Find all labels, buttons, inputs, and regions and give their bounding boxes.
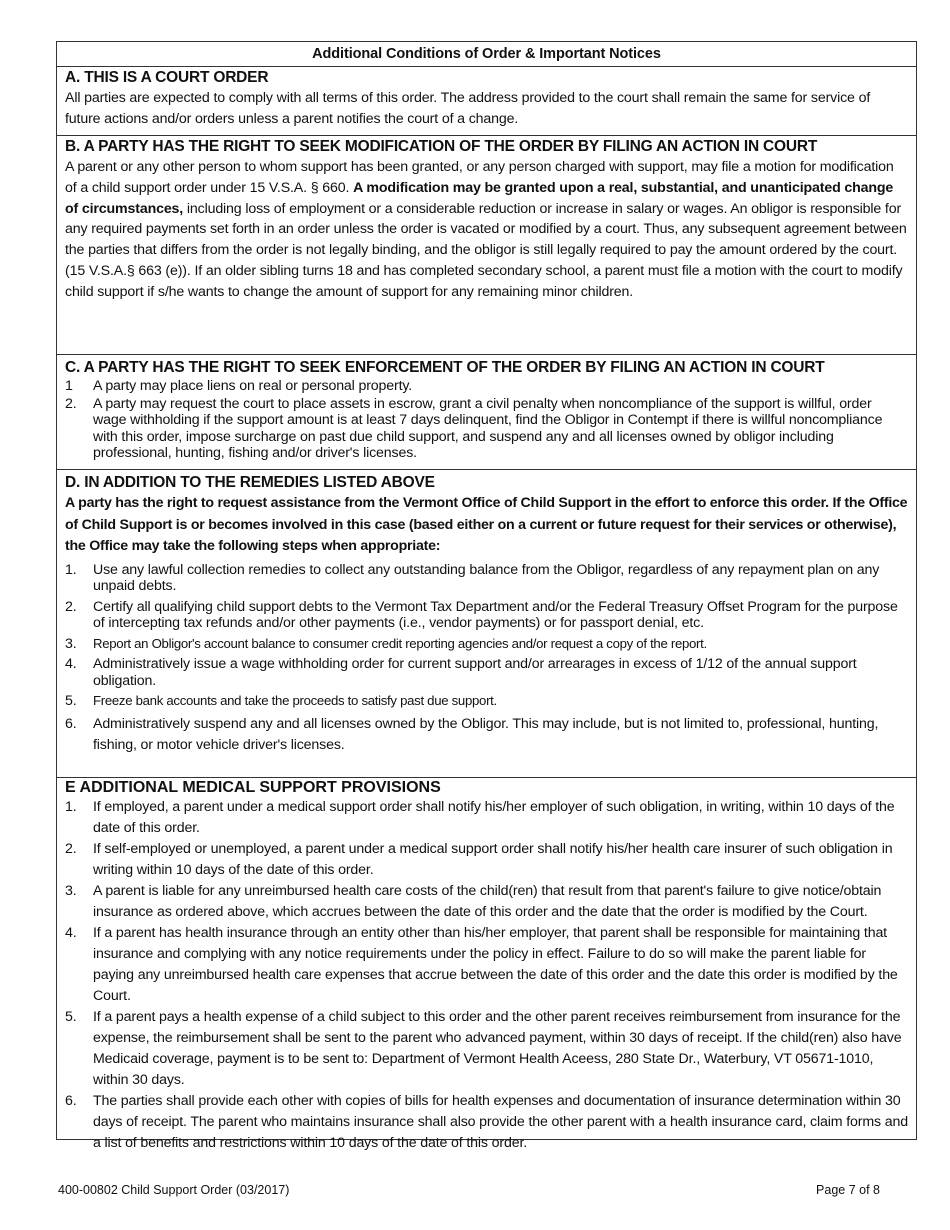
- list-text: Use any lawful collection remedies to collect any outstanding balance from the Obligor, regardless of any repayment plan on any unpaid debts.: [93, 561, 880, 594]
- section-d-intro: A party has the right to request assistance from the Vermont Office of Child Support in the effort to enforce this order. If the Office of Child Support is or becomes involved in this case (based either on a current or future request for their services or otherwise), the Office may take the following steps when appropriate:: [65, 495, 908, 554]
- list-number: 2.: [65, 841, 77, 857]
- list-item: [65, 1091, 908, 1154]
- section-d-list: [65, 562, 908, 756]
- section-c-list: [65, 378, 908, 462]
- section-b: [57, 136, 916, 355]
- list-number: 4.: [65, 925, 77, 941]
- section-e-list: [65, 797, 908, 1154]
- conditions-box: [56, 41, 917, 1151]
- list-item: [65, 599, 908, 632]
- form-id: 400-00802 Child Support Order (03/2017): [58, 1183, 290, 1197]
- list-text: A parent is liable for any unreimbursed health care costs of the child(ren) that result from that parent's failure to give notice/obtain insurance as ordered above, which accrues between the date of this order and the date that the order is modified by the Court.: [93, 883, 882, 920]
- list-number: 1.: [65, 561, 77, 578]
- list-item: [65, 797, 908, 839]
- list-text: Freeze bank accounts and take the proceeds to satisfy past due support.: [93, 693, 497, 708]
- list-number: 6.: [65, 715, 77, 732]
- list-number: 5.: [65, 693, 77, 709]
- list-text: If self-employed or unemployed, a parent under a medical support order shall notify his/her health care insurer of such obligation in writing within 10 days of the date of this order.: [93, 841, 893, 878]
- list-number: 4.: [65, 656, 77, 672]
- list-number: 5.: [65, 1009, 77, 1025]
- list-text: The parties shall provide each other with copies of bills for health expenses and documentation of insurance determination within 30 days of receipt. The parent who maintains insurance shall also provide the other parent with a health insurance card, claim forms and a list of benefits and restrictions within 10 days of the date of this order.: [93, 1093, 908, 1151]
- section-a-text: All parties are expected to comply with all terms of this order. The address provided to the court shall remain the same for service of future actions and/or orders unless a parent notifies the court of a change.: [65, 90, 871, 127]
- list-item: [65, 562, 908, 595]
- list-text: If a parent pays a health expense of a child subject to this order and the other parent receives reimbursement from insurance for the expense, the reimbursement shall be sent to the parent who advanced payment, within 30 days of receipt. If the child(ren) also have Medicaid coverage, payment is to be sent to: Department of Vermont Health Aceess, 280 State Dr., Waterbury, VT 05671-1010, within 30 days.: [93, 1009, 902, 1088]
- list-item: [65, 881, 908, 923]
- list-number: 1: [65, 378, 73, 394]
- section-b-bold: A modification may be granted upon a real, substantial, and unanticipated change of circumstances,: [65, 179, 894, 217]
- list-item: [65, 656, 908, 689]
- list-text: Report an Obligor's account balance to consumer credit reporting agencies and/or request a copy of the report.: [93, 635, 707, 651]
- section-e-heading: E ADDITIONAL MEDICAL SUPPORT PROVISIONS: [65, 779, 441, 796]
- section-b-heading: B. A PARTY HAS THE RIGHT TO SEEK MODIFICATION OF THE ORDER BY FILING AN ACTION IN COURT: [65, 138, 818, 155]
- section-b-text-1: A parent or any other person to whom support has been granted, or any person charged with support, may file a motion for modification of a child support order under 15 V.S.A. § 660.: [65, 159, 894, 196]
- list-item: [65, 396, 908, 462]
- page-title: Additional Conditions of Order & Important Notices: [57, 42, 916, 67]
- section-d: [57, 472, 916, 778]
- list-item: [65, 636, 908, 653]
- list-text: Administratively issue a wage withholding order for current support and/or arrearages in excess of 1/12 of the annual support obligation.: [93, 656, 857, 689]
- section-b-text-2: including loss of employment or a considerable reduction or increase in salary or wages. An obligor is responsible for any required payments set forth in an order unless the order is vacated or modified by a court. Thus, any subsequent agreement between the parties that differs from the order is not legally binding, and the obligor is still legally required to pay the amount ordered by the court. (15 V.S.A.§ 663 (e)). If an older sibling turns 18 and has completed secondary school, a parent must file a motion with the court to modify child support if s/he wants to change the amount of support for any remaining minor children.: [65, 200, 907, 300]
- list-number: 2.: [65, 395, 77, 412]
- section-c-heading: C. A PARTY HAS THE RIGHT TO SEEK ENFORCEMENT OF THE ORDER BY FILING AN ACTION IN COURT: [65, 359, 825, 376]
- section-e: [57, 778, 916, 1151]
- page-number: Page 7 of 8: [816, 1183, 880, 1197]
- list-number: 1.: [65, 799, 77, 815]
- list-item: [65, 839, 908, 881]
- list-text: A party may place liens on real or personal property.: [93, 378, 413, 394]
- list-text: If a parent has health insurance through an entity other than his/her employer, that parent shall be responsible for maintaining that insurance and complying with any notice requirements under the policy in effect. Failure to do so will make the parent liable for paying any unreimbursed health care expenses that accrue between the date of this order and the date this order is modified by the Court.: [93, 925, 898, 1004]
- section-a: [57, 67, 916, 136]
- list-text: Administratively suspend any and all licenses owned by the Obligor. This may include, but is not limited to, professional, hunting, fishing, or motor vehicle driver's licenses.: [93, 715, 879, 753]
- list-item: [65, 693, 908, 710]
- list-number: 3.: [65, 883, 77, 899]
- list-number: 6.: [65, 1093, 77, 1109]
- list-item: [65, 923, 908, 1007]
- section-d-heading: D. IN ADDITION TO THE REMEDIES LISTED ABOVE: [65, 474, 435, 491]
- list-text: If employed, a parent under a medical support order shall notify his/her employer of such obligation, in writing, within 10 days of the date of this order.: [93, 799, 895, 836]
- section-c: [57, 357, 916, 470]
- list-number: 2.: [65, 598, 77, 615]
- list-item: [65, 714, 908, 756]
- list-item: [65, 1007, 908, 1091]
- section-a-heading: A. THIS IS A COURT ORDER: [65, 69, 269, 86]
- list-number: 3.: [65, 635, 77, 652]
- list-text: Certify all qualifying child support debts to the Vermont Tax Department and/or the Federal Treasury Offset Program for the purpose of intercepting tax refunds and/or other payments (i.e., vendor payments) or for passport denial, etc.: [93, 598, 898, 631]
- list-item: [65, 378, 908, 395]
- section-b-text: [65, 157, 908, 303]
- list-text: A party may request the court to place assets in escrow, grant a civil penalty when noncompliance of the support is willful, order wage withholding if the support amount is at least 7 days delinquent, find the Obligor in Contempt if there is willful noncompliance with this order, impose surcharge on past due child support, and suspend any and all licenses owned by obligor including professional, hunting, fishing and/or driver's licenses.: [93, 395, 883, 461]
